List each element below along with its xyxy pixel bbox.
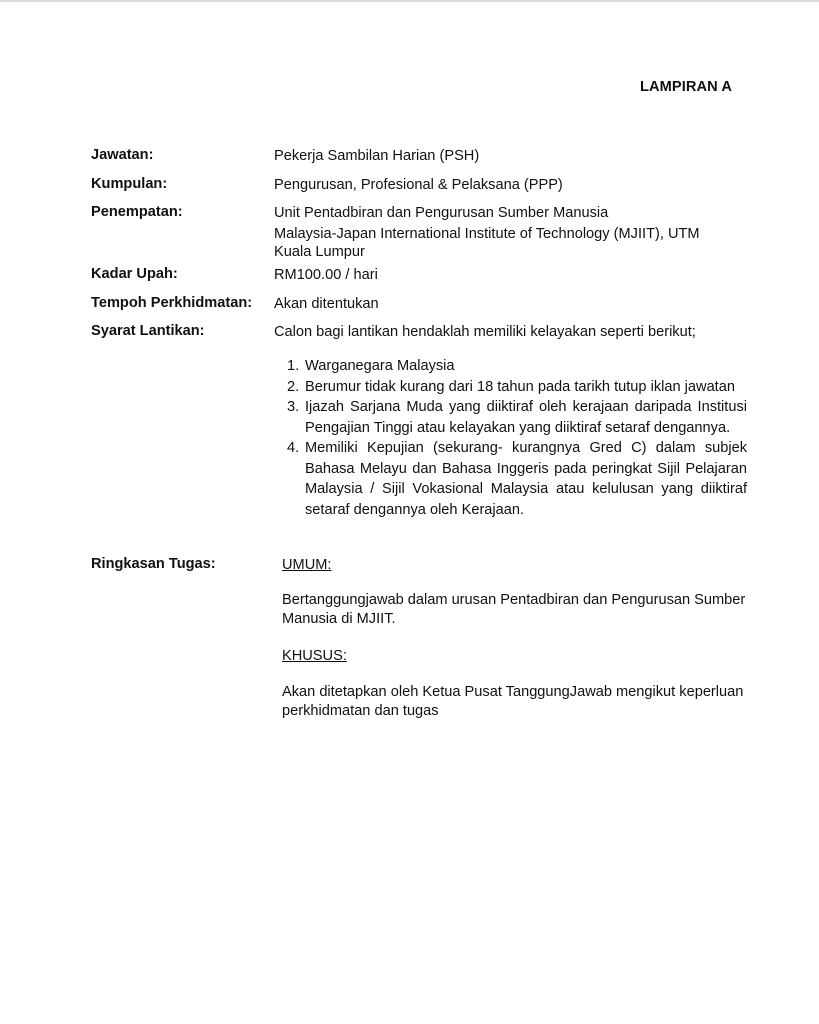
jawatan-label: Jawatan: — [91, 147, 154, 163]
penempatan-label: Penempatan: — [91, 204, 183, 220]
penempatan-line-2: Malaysia-Japan International Institute of Technology (MJIIT), UTM — [274, 226, 700, 242]
list-item-number: 1. — [287, 358, 300, 374]
list-item — [283, 356, 747, 377]
tempoh-label: Tempoh Perkhidmatan: — [91, 295, 253, 311]
kumpulan-label: Kumpulan: — [91, 176, 168, 192]
list-item-number: 2. — [287, 378, 300, 395]
kadar-upah-label: Kadar Upah: — [91, 266, 178, 282]
kumpulan-value: Pengurusan, Profesional & Pelaksana (PPP) — [274, 177, 563, 193]
jawatan-value: Pekerja Sambilan Harian (PSH) — [274, 148, 480, 164]
list-item-number: 4. — [287, 440, 300, 456]
penempatan-line-3: Kuala Lumpur — [274, 244, 365, 260]
list-item-text: Warganegara Malaysia — [305, 358, 455, 374]
umum-text: Bertanggungjawab dalam urusan Pentadbiran dan Pengurusan Sumber Manusia di MJIIT. — [282, 592, 746, 627]
list-item — [283, 438, 747, 520]
annex-title: LAMPIRAN A — [640, 79, 733, 95]
list-item — [283, 377, 747, 398]
umum-heading: UMUM: — [282, 557, 332, 573]
khusus-heading: KHUSUS: — [282, 648, 347, 664]
ringkasan-label: Ringkasan Tugas: — [91, 556, 216, 572]
list-item-text: Berumur tidak kurang dari 18 tahun pada tarikh tutup iklan jawatan — [305, 378, 735, 395]
list-item — [283, 397, 747, 438]
list-item-text: Memiliki Kepujian (sekurang- kurangnya Gred C) dalam subjek Bahasa Melayu dan Bahasa Inggeris pada peringkat Sijil Pelajaran Malaysia / Sijil Vokasional Malaysia atau kelulusan yang diiktiraf setaraf dengannya oleh Kerajaan. — [305, 440, 747, 518]
requirements-list — [283, 356, 747, 520]
list-item-number: 3. — [287, 399, 300, 415]
penempatan-line-1: Unit Pentadbiran dan Pengurusan Sumber Manusia — [274, 205, 609, 221]
list-item-text: Ijazah Sarjana Muda yang diiktiraf oleh kerajaan daripada Institusi Pengajian Tinggi atau kelayakan yang diiktiraf setaraf dengannya. — [305, 399, 747, 436]
top-border — [0, 0, 819, 2]
khusus-text: Akan ditetapkan oleh Ketua Pusat TanggungJawab mengikut keperluan perkhidmatan dan tugas — [282, 684, 744, 719]
tempoh-value: Akan ditentukan — [274, 296, 379, 312]
penempatan-value — [274, 204, 744, 261]
syarat-intro: Calon bagi lantikan hendaklah memiliki kelayakan seperti berikut; — [274, 324, 696, 340]
syarat-label: Syarat Lantikan: — [91, 323, 205, 339]
kadar-upah-value: RM100.00 / hari — [274, 267, 378, 283]
